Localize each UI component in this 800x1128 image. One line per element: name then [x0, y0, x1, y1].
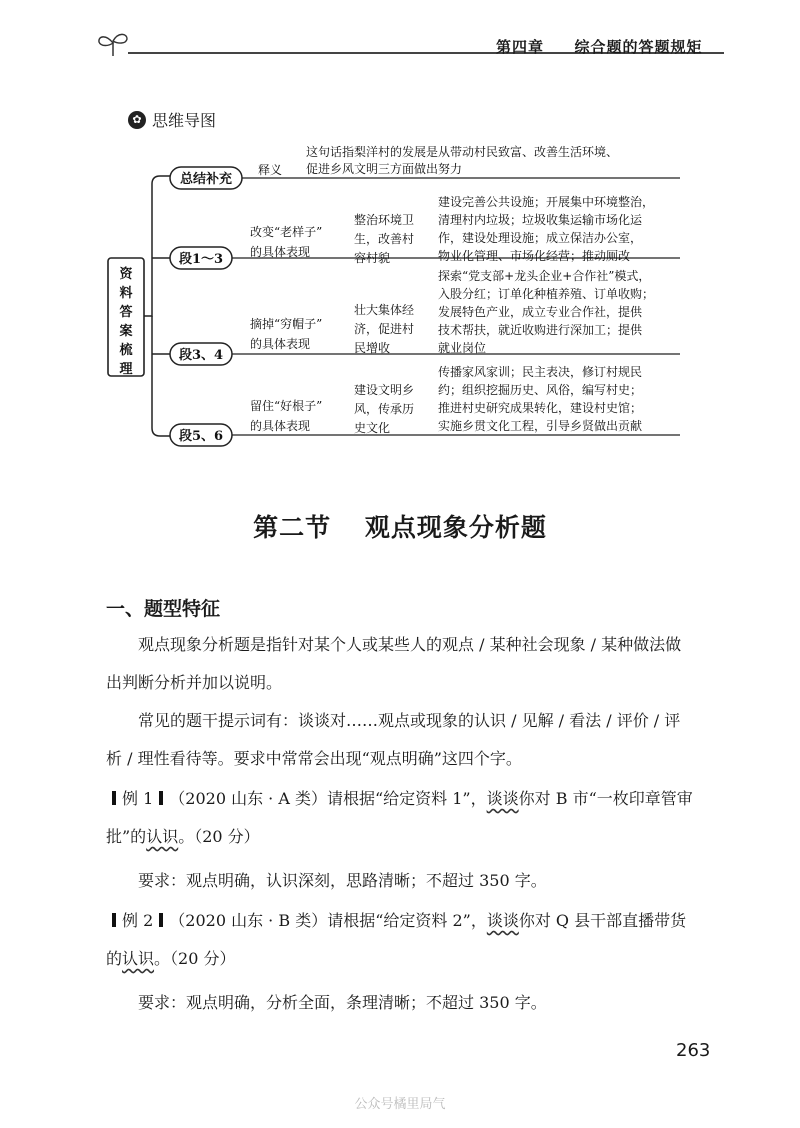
- para1-3-col2-line: 生，改善村: [354, 232, 415, 246]
- chapter-label: 第四章: [496, 38, 545, 56]
- para1-3-col1-line: 的具体表现: [250, 245, 311, 259]
- mindmap-heading-text: 思维导图: [152, 111, 217, 130]
- example-1-label: 例 1: [122, 789, 154, 808]
- example-2-label: 例 2: [122, 911, 154, 930]
- para1-3-col3-line: 作，建设处理设施；成立保洁办公室，: [438, 231, 643, 245]
- para5-6-col3-line: 传播家风家训；民主表决，修订村规民: [438, 365, 643, 379]
- section-title: [0, 508, 800, 544]
- example-2-keyword: 谈谈: [486, 911, 519, 930]
- page-number: 263: [676, 1040, 711, 1061]
- example-1-points: 。（20 分）: [178, 827, 260, 846]
- para3-4-col3-line: 技术帮扶，就近收购进行深加工；提供: [438, 323, 643, 337]
- para3-4-col3-line: 发展特色产业，成立专业合作社，提供: [438, 305, 643, 319]
- para5-6-col2-line: 建设文明乡: [354, 383, 415, 397]
- example-1-keyword-2: 认识: [146, 827, 179, 846]
- mindmap-heading: [128, 108, 216, 131]
- branch-label-para3-4: 段3、4: [178, 348, 224, 363]
- para3-4-col2-line: 民增收: [354, 341, 391, 355]
- para3-4-col3-line: 入股分红；订单化种植养殖、订单收购；: [438, 287, 655, 301]
- summary-col1: 释义: [258, 163, 283, 177]
- example-2-requirement: 要求：观点明确，分析全面，条理清晰；不超过 350 字。: [138, 993, 547, 1012]
- running-header: [496, 36, 703, 57]
- para3-4-col3-line: 探索“党支部+龙头企业+合作社”模式，: [438, 269, 651, 283]
- summary-col3-line: 这句话指梨洋村的发展是从带动村民致富、改善生活环境、: [306, 145, 619, 159]
- para5-6-col3-line: 推进村史研究成果转化，建设村史馆；: [438, 401, 643, 415]
- para5-6-col3-line: 实施乡贯文化工程，引导乡贤做出贡献: [438, 419, 643, 433]
- branch-label-summary: 总结补充: [179, 172, 233, 187]
- subheading: 一、题型特征: [106, 598, 221, 620]
- section-name: 观点现象分析题: [364, 513, 547, 542]
- mindmap-diagram: [100, 140, 690, 450]
- bracket-bar-icon: [112, 791, 116, 805]
- paragraph-definition: 观点现象分析题是指针对某个人或某些人的观点 / 某种社会现象 / 某种做法做出判断分析并加以说明。: [106, 635, 682, 692]
- para3-4-col1-line: 的具体表现: [250, 337, 311, 351]
- example-1: [106, 780, 696, 856]
- para1-3-col2-line: 整治环境卫: [354, 213, 415, 227]
- bracket-bar-icon: [112, 913, 116, 927]
- para5-6-col1-line: 的具体表现: [250, 419, 311, 433]
- para1-3-col3-line: 建设完善公共设施；开展集中环境整治，: [438, 195, 655, 209]
- example-1-keyword: 谈谈: [486, 789, 519, 808]
- para1-3-col3-line: 清理村内垃圾；垃圾收集运输市场化运: [438, 213, 643, 227]
- para1-3-col2-line: 容村貌: [354, 251, 391, 265]
- para3-4-col2-line: 济，促进村: [354, 322, 415, 336]
- bracket-bar-icon: [159, 913, 163, 927]
- chapter-title: 综合题的答题规矩: [574, 38, 703, 56]
- example-2: [106, 902, 696, 978]
- example-2-points: 。（20 分）: [154, 949, 236, 968]
- sprout-icon: [96, 30, 130, 56]
- branch-label-para5-6: 段5、6: [178, 429, 224, 444]
- example-2-prompt: （2020 山东 · B 类）请根据“给定资料 2”，: [169, 911, 487, 930]
- section-number: 第二节: [253, 513, 332, 542]
- example-1-subject: 你对 B 市“一枚印章管审批”的: [106, 789, 693, 846]
- mindmap-root-label: 资料答案梳理: [119, 267, 133, 377]
- para5-6-col1-line: 留住“好根子”: [250, 399, 323, 413]
- watermark-text: 公众号橘里局气: [354, 1097, 446, 1112]
- branch-label-para1-3: 段1～3: [178, 252, 224, 267]
- para3-4-col3-line: 就业岗位: [438, 341, 487, 355]
- para5-6-col2-line: 史文化: [354, 421, 391, 435]
- example-2-subject: 你对 Q 县干部直播带货的: [106, 911, 687, 968]
- bracket-bar-icon: [159, 791, 163, 805]
- summary-col3-line: 促进乡风文明三方面做出努力: [306, 162, 463, 176]
- example-1-requirement: 要求：观点明确，认识深刻，思路清晰；不超过 350 字。: [138, 871, 547, 890]
- para1-3-col1-line: 改变“老样子”: [250, 225, 323, 239]
- para1-3-col3-line: 物业化管理、市场化经营；推动厕改: [438, 249, 631, 263]
- para3-4-col1-line: 摘掉“穷帽子”: [250, 317, 323, 331]
- para5-6-col3-line: 约；组织挖掘历史、风俗，编写村史；: [438, 383, 643, 397]
- para5-6-col2-line: 风，传承历: [354, 402, 415, 416]
- flower-badge-icon: ✿: [128, 111, 146, 129]
- paragraph-keywords: 常见的题干提示词有：谈谈对……观点或现象的认识 / 见解 / 看法 / 评价 / 评析 / 理性看待等。要求中常常会出现“观点明确”这四个字。: [106, 711, 681, 768]
- para3-4-col2-line: 壮大集体经: [354, 303, 415, 317]
- example-2-keyword-2: 认识: [122, 949, 155, 968]
- example-1-prompt: （2020 山东 · A 类）请根据“给定资料 1”，: [169, 789, 487, 808]
